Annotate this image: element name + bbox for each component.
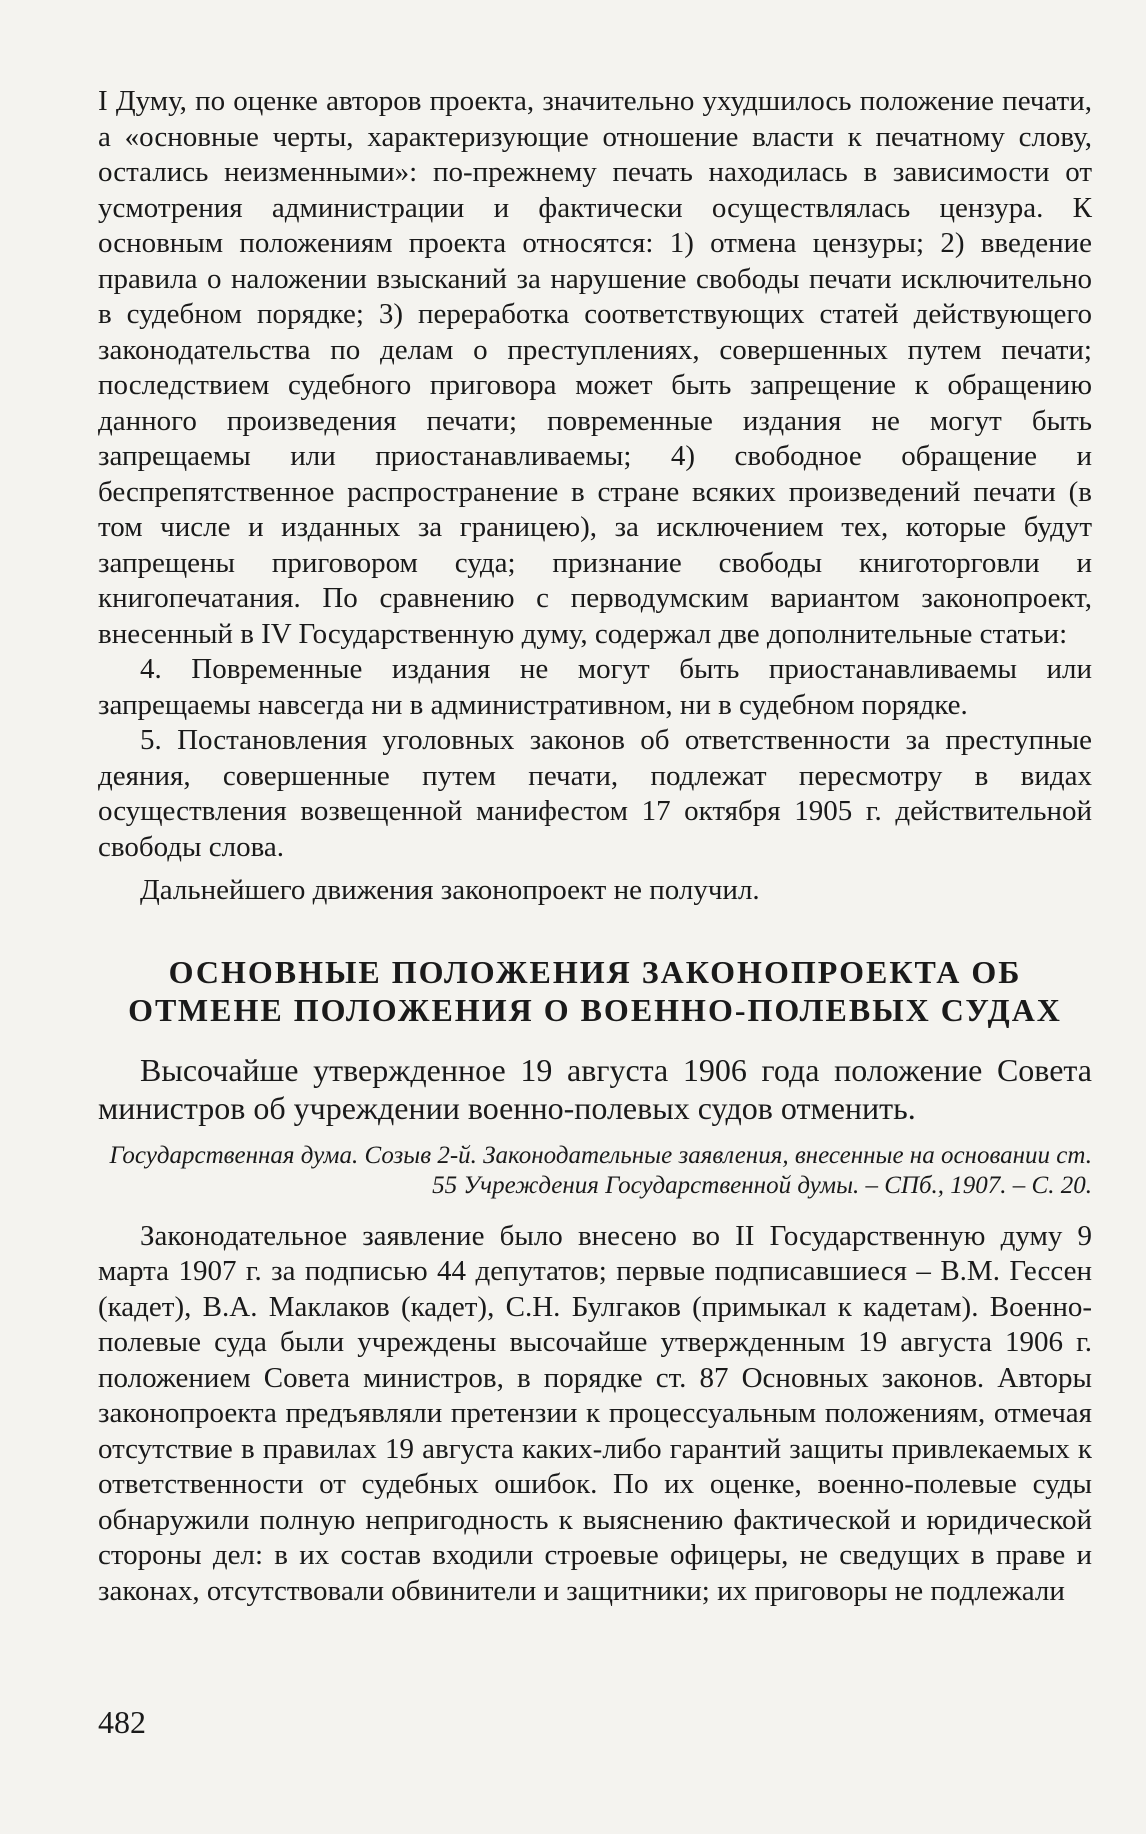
text-column	[98, 84, 1092, 1609]
article-5: 5. Постановления уголовных законов об ответственности за преступные деяния, совершенные путем печати, подлежат пересмотру в видах осуществления возвещенной манифестом 17 октября 1905 г. действительной свободы слова.	[98, 724, 1092, 863]
paragraph-further-movement: Дальнейшего движения законопроект не получил.	[140, 874, 760, 906]
paragraph-press-law: I Думу, по оценке авторов проекта, значительно ухудшилось положение печати, а «основные черты, характеризующие отношение власти к печатному слову, остались неизменными»: по-прежнему печать находилась в зависимости от усмотрения администрации и фактически осуществлялась цензура. К основным положениям проекта относятся: 1) отмена цензуры; 2) введение правила о наложении взысканий за нарушение свободы печати исключительно в судебном порядке; 3) переработка соответствующих статей действующего законодательства по делам о преступлениях, совершенных путем печати; последствием судебного приговора может быть запрещение к обращению данного произведения печати; повременные издания не могут быть запрещаемы или приостанавливаемы; 4) свободное обращение и беспрепятственное распространение в стране всяких произведений печати (в том числе и изданных за границею), за исключением тех, которые будут запрещены приговором суда; признание свободы книготорговли и книгопечатания. По сравнению с перводумским вариантом законопроект, внесенный в IV Государственную думу, содержал две дополнительные статьи:	[98, 85, 1092, 650]
section-heading: ОСНОВНЫЕ ПОЛОЖЕНИЯ ЗАКОНОПРОЕКТА ОБ ОТМЕНЕ ПОЛОЖЕНИЯ О ВОЕННО-ПОЛЕВЫХ СУДАХ	[128, 953, 1062, 1028]
paragraph-commentary: Законодательное заявление было внесено во II Государственную думу 9 марта 1907 г. за подписью 44 депутатов; первые подписавшиеся – В.М. Гессен (кадет), В.А. Маклаков (кадет), С.Н. Булгаков (примыкал к кадетам). Военно-полевые суда были учреждены высочайше утвержденным 19 августа 1906 г. положением Совета министров, в порядке ст. 87 Основных законов. Авторы законопроекта предъявляли претензии к процессуальным положениям, отмечая отсутствие в правилах 19 августа каких-либо гарантий защиты привлекаемых к ответственности от судебных ошибок. По их оценке, военно-полевые суды обнаружили полную непригодность к выяснению фактической и юридической стороны дел: в их состав входили строевые офицеры, не сведущих в праве и законах, отсутствовали обвинители и защитники; их приговоры не подлежали	[98, 1219, 1092, 1607]
bill-statement: Высочайше утвержденное 19 августа 1906 года положение Совета министров об учреждении военно-полевых судов отменить.	[98, 1051, 1092, 1126]
article-4: 4. Повременные издания не могут быть приостанавливаемы или запрещаемы навсегда ни в административном, ни в судебном порядке.	[98, 653, 1092, 721]
source-citation: Государственная дума. Созыв 2-й. Законодательные заявления, внесенные на основании ст. 55 Учреждения Государственной думы. – СПб., 1907. – С. 20.	[109, 1141, 1092, 1199]
page-number: 482	[98, 1704, 146, 1740]
